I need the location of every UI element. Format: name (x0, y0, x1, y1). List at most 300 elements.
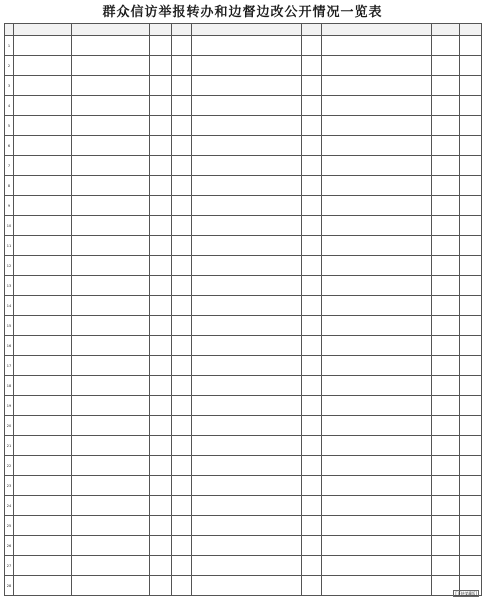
table-cell (322, 556, 432, 576)
table-cell (192, 456, 302, 476)
table-row (5, 316, 482, 336)
table-cell (432, 336, 460, 356)
table-cell (72, 356, 150, 376)
table-cell (14, 436, 72, 456)
row-number: 25 (5, 516, 14, 536)
table-cell (172, 456, 192, 476)
table-cell (14, 156, 72, 176)
table-row (5, 116, 482, 136)
table-cell (172, 96, 192, 116)
table-cell (460, 556, 482, 576)
table-cell (192, 156, 302, 176)
row-number: 9 (5, 196, 14, 216)
table-cell (192, 496, 302, 516)
row-number: 11 (5, 236, 14, 256)
table-cell (460, 376, 482, 396)
table-cell (72, 496, 150, 516)
table-row (5, 476, 482, 496)
table-cell (432, 136, 460, 156)
table-cell (172, 536, 192, 556)
table-cell (302, 276, 322, 296)
table-cell (322, 56, 432, 76)
table-cell (150, 396, 172, 416)
table-cell (192, 316, 302, 336)
table-cell (150, 76, 172, 96)
table-cell (192, 416, 302, 436)
table-cell (192, 436, 302, 456)
table-cell (432, 96, 460, 116)
row-number: 4 (5, 96, 14, 116)
row-number: 18 (5, 376, 14, 396)
column-header (172, 24, 192, 36)
table-cell (302, 336, 322, 356)
column-header (302, 24, 322, 36)
table-cell (172, 176, 192, 196)
table-row (5, 556, 482, 576)
table-cell (150, 296, 172, 316)
table-cell (72, 536, 150, 556)
table-cell (432, 476, 460, 496)
table-cell (322, 196, 432, 216)
table-row (5, 196, 482, 216)
table-cell (192, 76, 302, 96)
table-cell (302, 296, 322, 316)
table-cell (192, 536, 302, 556)
table-row (5, 376, 482, 396)
row-number: 21 (5, 436, 14, 456)
table-cell (150, 556, 172, 576)
table-row (5, 256, 482, 276)
table-cell (302, 116, 322, 136)
table-cell (432, 556, 460, 576)
table-cell (322, 396, 432, 416)
table-cell (432, 256, 460, 276)
table-cell (14, 316, 72, 336)
table-cell (192, 96, 302, 116)
table-cell (14, 516, 72, 536)
table-cell (302, 196, 322, 216)
table-cell (72, 116, 150, 136)
table-cell (150, 136, 172, 156)
table-cell (72, 176, 150, 196)
table-cell (172, 416, 192, 436)
table-cell (72, 276, 150, 296)
table-cell (14, 556, 72, 576)
table-cell (302, 136, 322, 156)
table-cell (302, 36, 322, 56)
row-number: 16 (5, 336, 14, 356)
table-body (5, 36, 482, 596)
table-cell (432, 296, 460, 316)
table-cell (172, 56, 192, 76)
table-row (5, 456, 482, 476)
row-number: 10 (5, 216, 14, 236)
column-header (432, 24, 460, 36)
table-cell (432, 456, 460, 476)
page-title: 群众信访举报转办和边督边改公开情况一览表 (102, 5, 383, 20)
table-cell (150, 476, 172, 496)
table-cell (150, 176, 172, 196)
table-cell (322, 516, 432, 536)
table-row (5, 176, 482, 196)
table-cell (72, 256, 150, 276)
table-cell (192, 116, 302, 136)
table-cell (172, 356, 192, 376)
table-cell (14, 476, 72, 496)
table-cell (460, 516, 482, 536)
table-cell (432, 36, 460, 56)
table-cell (460, 356, 482, 376)
row-number: 22 (5, 456, 14, 476)
table-cell (72, 136, 150, 156)
table-cell (14, 116, 72, 136)
table-cell (192, 476, 302, 496)
table-cell (302, 456, 322, 476)
table-cell (172, 316, 192, 336)
table-cell (172, 156, 192, 176)
table-row (5, 496, 482, 516)
table-cell (172, 436, 192, 456)
column-header (150, 24, 172, 36)
table-cell (14, 76, 72, 96)
table-cell (460, 396, 482, 416)
table-cell (460, 496, 482, 516)
table-cell (460, 336, 482, 356)
table-cell (322, 316, 432, 336)
table-cell (322, 436, 432, 456)
row-number: 6 (5, 136, 14, 156)
table-cell (150, 56, 172, 76)
table-row (5, 236, 482, 256)
table-cell (192, 556, 302, 576)
table-cell (460, 116, 482, 136)
table-cell (322, 256, 432, 276)
table-cell (192, 576, 302, 596)
table-cell (432, 236, 460, 256)
table-cell (460, 76, 482, 96)
table-cell (72, 436, 150, 456)
table-cell (460, 456, 482, 476)
table-cell (322, 456, 432, 476)
table-cell (322, 576, 432, 596)
table-cell (432, 276, 460, 296)
table-cell (172, 36, 192, 56)
table-cell (72, 556, 150, 576)
table-cell (432, 376, 460, 396)
table-cell (14, 96, 72, 116)
table-cell (302, 496, 322, 516)
table-cell (192, 56, 302, 76)
table-cell (322, 336, 432, 356)
row-number: 19 (5, 396, 14, 416)
table-cell (460, 536, 482, 556)
row-number: 7 (5, 156, 14, 176)
table-cell (322, 156, 432, 176)
table-header-row (5, 24, 482, 36)
row-number: 13 (5, 276, 14, 296)
table-cell (192, 136, 302, 156)
table-cell (150, 336, 172, 356)
table-cell (432, 496, 460, 516)
table-cell (14, 256, 72, 276)
table-cell (172, 476, 192, 496)
table-cell (172, 236, 192, 256)
table-cell (72, 416, 150, 436)
table-cell (172, 556, 192, 576)
table-row (5, 76, 482, 96)
table-cell (322, 116, 432, 136)
table-cell (172, 116, 192, 136)
table-cell (72, 36, 150, 56)
table-cell (460, 56, 482, 76)
continued-note: [下转第8版] (455, 591, 477, 596)
table-cell (150, 416, 172, 436)
table-cell (72, 156, 150, 176)
table-cell (72, 396, 150, 416)
table-cell (192, 176, 302, 196)
table-cell (150, 516, 172, 536)
table-cell (460, 156, 482, 176)
table-cell (460, 476, 482, 496)
table-cell (322, 496, 432, 516)
table-cell (460, 216, 482, 236)
table-cell (150, 376, 172, 396)
table-cell (322, 536, 432, 556)
table-cell (192, 196, 302, 216)
table-cell (302, 556, 322, 576)
table-cell (302, 436, 322, 456)
table-cell (172, 216, 192, 236)
table-cell (432, 536, 460, 556)
row-number: 12 (5, 256, 14, 276)
table-cell (460, 236, 482, 256)
table-cell (72, 216, 150, 236)
table-row (5, 296, 482, 316)
table-cell (150, 236, 172, 256)
table-cell (302, 76, 322, 96)
table-cell (150, 196, 172, 216)
table-cell (192, 276, 302, 296)
table-cell (322, 236, 432, 256)
table-cell (302, 396, 322, 416)
table-cell (72, 76, 150, 96)
table-cell (14, 376, 72, 396)
table-cell (150, 36, 172, 56)
table-cell (72, 56, 150, 76)
table-cell (322, 216, 432, 236)
column-header (322, 24, 432, 36)
table-cell (322, 136, 432, 156)
table-row (5, 156, 482, 176)
table-cell (192, 516, 302, 536)
table-cell (302, 216, 322, 236)
row-number: 2 (5, 56, 14, 76)
table-row (5, 36, 482, 56)
table-cell (192, 236, 302, 256)
row-number: 17 (5, 356, 14, 376)
table-cell (302, 96, 322, 116)
table-cell (150, 96, 172, 116)
table-row (5, 436, 482, 456)
table-cell (192, 356, 302, 376)
table-cell (172, 516, 192, 536)
table-cell (172, 136, 192, 156)
table-cell (432, 196, 460, 216)
row-number: 23 (5, 476, 14, 496)
row-number: 8 (5, 176, 14, 196)
table-cell (302, 516, 322, 536)
table-cell (322, 276, 432, 296)
table-row (5, 276, 482, 296)
table-cell (72, 516, 150, 536)
table-cell (172, 376, 192, 396)
column-header (460, 24, 482, 36)
table-row (5, 576, 482, 596)
table-cell (322, 416, 432, 436)
table-cell (14, 536, 72, 556)
table-cell (150, 156, 172, 176)
table-cell (192, 216, 302, 236)
table-cell (432, 216, 460, 236)
row-number: 20 (5, 416, 14, 436)
table-cell (460, 296, 482, 316)
table-cell (322, 376, 432, 396)
table-cell (14, 496, 72, 516)
table-cell (14, 136, 72, 156)
table-row (5, 56, 482, 76)
table-cell (72, 316, 150, 336)
table-cell (460, 256, 482, 276)
table-cell (150, 116, 172, 136)
table-cell (192, 396, 302, 416)
table-cell (302, 576, 322, 596)
column-header (5, 24, 14, 36)
table-row (5, 416, 482, 436)
table-cell (150, 216, 172, 236)
table-cell (302, 176, 322, 196)
table-cell (302, 316, 322, 336)
table-cell (432, 176, 460, 196)
table-cell (72, 96, 150, 116)
table-cell (192, 296, 302, 316)
table-cell (14, 356, 72, 376)
table-cell (302, 536, 322, 556)
row-number: 28 (5, 576, 14, 596)
table-cell (72, 476, 150, 496)
row-number: 5 (5, 116, 14, 136)
table-cell (432, 56, 460, 76)
table-cell (150, 256, 172, 276)
table-row (5, 96, 482, 116)
table-cell (460, 276, 482, 296)
title-row (4, 5, 481, 21)
table-cell (14, 196, 72, 216)
table-cell (322, 76, 432, 96)
table-cell (14, 236, 72, 256)
table-cell (72, 336, 150, 356)
table-cell (14, 176, 72, 196)
table-cell (460, 416, 482, 436)
table-cell (432, 396, 460, 416)
table-cell (302, 236, 322, 256)
table-row (5, 336, 482, 356)
table-cell (322, 356, 432, 376)
table-cell (322, 296, 432, 316)
row-number: 27 (5, 556, 14, 576)
table-cell (14, 456, 72, 476)
table-cell (302, 156, 322, 176)
table-cell (192, 336, 302, 356)
table-cell (14, 276, 72, 296)
table-cell (150, 456, 172, 476)
table-row (5, 136, 482, 156)
table-cell (150, 276, 172, 296)
row-number: 15 (5, 316, 14, 336)
table-cell (172, 276, 192, 296)
table-cell (460, 196, 482, 216)
table-cell (14, 216, 72, 236)
table-row (5, 536, 482, 556)
table-cell (14, 416, 72, 436)
table-cell (432, 516, 460, 536)
table-cell (460, 316, 482, 336)
table-cell (172, 576, 192, 596)
table-cell (460, 36, 482, 56)
table-cell (172, 76, 192, 96)
table-cell (72, 296, 150, 316)
table-row (5, 516, 482, 536)
table-cell (150, 316, 172, 336)
table-cell (302, 416, 322, 436)
table-cell (72, 196, 150, 216)
table-cell (460, 176, 482, 196)
column-header (14, 24, 72, 36)
row-number: 3 (5, 76, 14, 96)
table-cell (432, 436, 460, 456)
row-number: 14 (5, 296, 14, 316)
table-cell (172, 196, 192, 216)
table-cell (322, 176, 432, 196)
petition-table (4, 23, 482, 596)
table-cell (432, 116, 460, 136)
column-header (192, 24, 302, 36)
table-cell (322, 96, 432, 116)
table-cell (14, 56, 72, 76)
table-cell (302, 376, 322, 396)
table-cell (460, 136, 482, 156)
table-cell (72, 456, 150, 476)
table-cell (460, 436, 482, 456)
table-cell (172, 496, 192, 516)
row-number: 24 (5, 496, 14, 516)
row-number: 26 (5, 536, 14, 556)
row-number: 1 (5, 36, 14, 56)
table-row (5, 356, 482, 376)
table-cell (172, 336, 192, 356)
table-cell (322, 36, 432, 56)
table-cell (302, 356, 322, 376)
table-cell (432, 356, 460, 376)
column-header (72, 24, 150, 36)
table-cell (150, 436, 172, 456)
table-cell (72, 236, 150, 256)
table-cell (432, 316, 460, 336)
table-cell (432, 156, 460, 176)
table-cell (192, 376, 302, 396)
table-cell (150, 576, 172, 596)
table-cell (302, 56, 322, 76)
table-cell (302, 476, 322, 496)
